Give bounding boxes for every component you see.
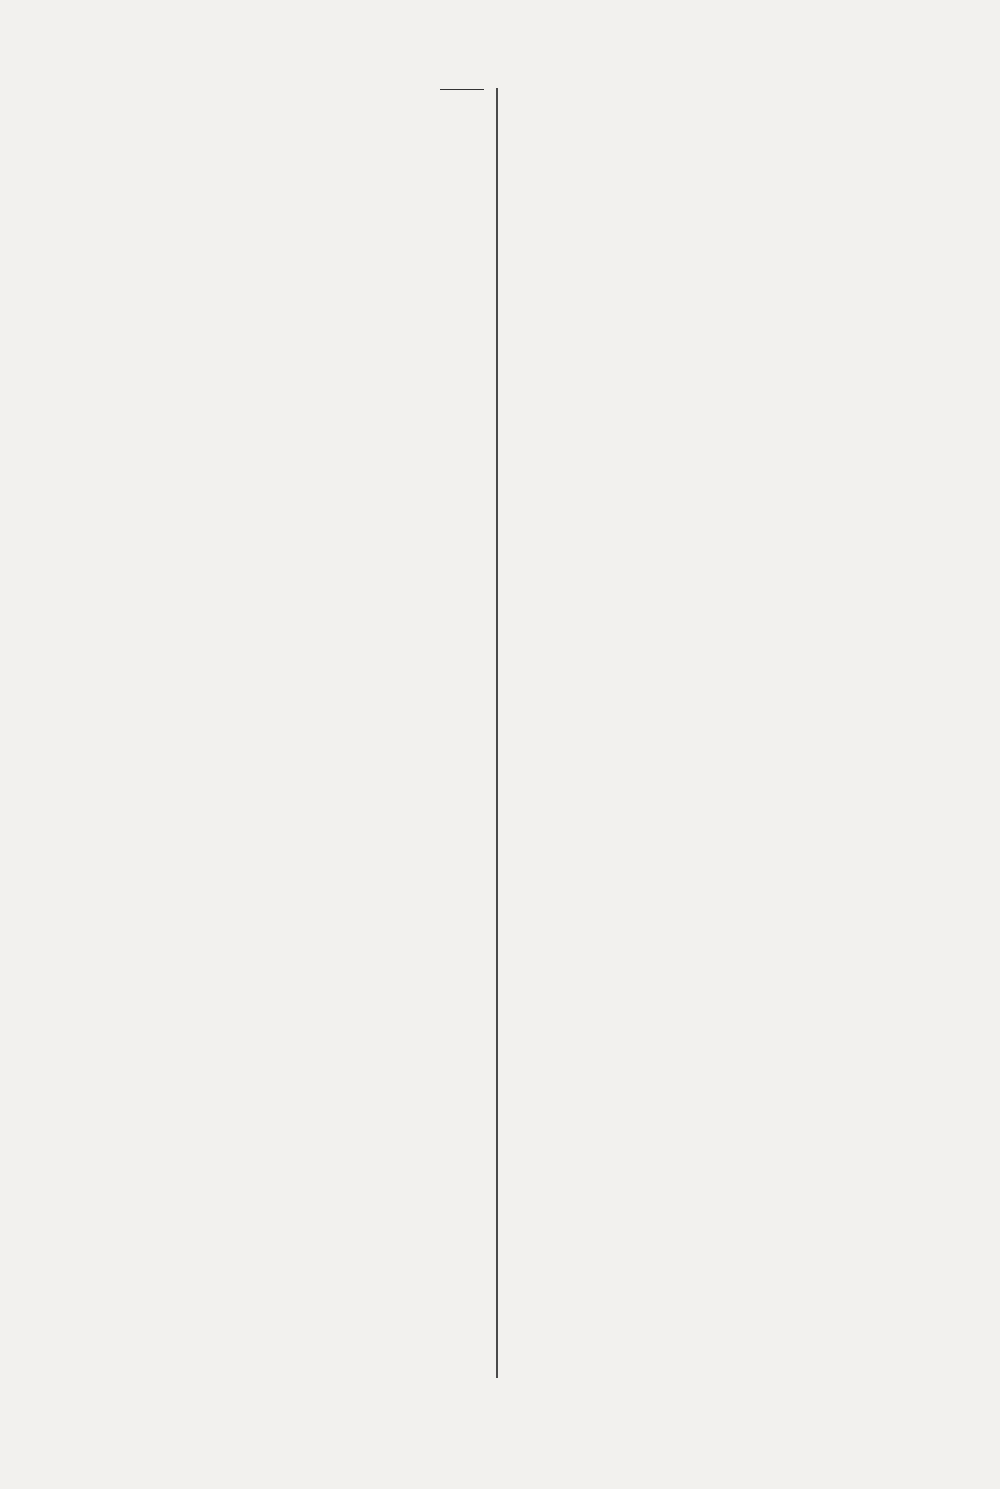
running-head — [82, 40, 932, 70]
column-divider — [496, 88, 498, 1378]
right-column — [510, 85, 926, 137]
left-column — [78, 75, 488, 90]
sum-rule — [440, 89, 484, 90]
